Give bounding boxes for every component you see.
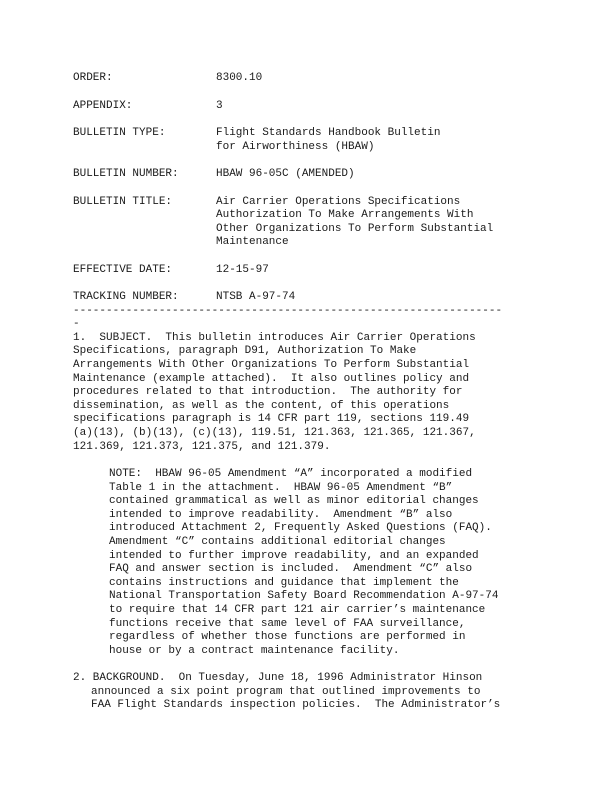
note-line: Table 1 in the attachment. HBAW 96-05 Amendment “B” (109, 482, 453, 494)
note-line: contained grammatical as well as minor editorial changes (109, 495, 479, 507)
note-line: contains instructions and guidance that implement the (109, 577, 459, 589)
field-value-bulletin-number: HBAW 96-05C (AMENDED) (216, 168, 355, 180)
field-value-tracking-number: NTSB A-97-74 (216, 291, 296, 303)
note-line: house or by a contract maintenance facility. (109, 645, 400, 657)
field-value-effective-date: 12-15-97 (216, 264, 269, 276)
field-label-effective-date: EFFECTIVE DATE: (73, 264, 173, 276)
field-label-bulletin-type: BULLETIN TYPE: (73, 127, 166, 139)
field-value-bulletin-title: Other Organizations To Perform Substantial (216, 223, 494, 235)
separator-rule: ----------------------------------------------------------------- (73, 305, 503, 317)
subject-line: (a)(13), (b)(13), (c)(13), 119.51, 121.363, 121.365, 121.367, (73, 427, 476, 439)
field-value-order: 8300.10 (216, 72, 263, 84)
note-line: to require that 14 CFR part 121 air carrier’s maintenance (109, 604, 486, 616)
field-value-appendix: 3 (216, 100, 223, 112)
field-value-bulletin-title: Maintenance (216, 236, 289, 248)
subject-line: specifications paragraph is 14 CFR part 119, sections 119.49 (73, 413, 470, 425)
field-label-bulletin-title: BULLETIN TITLE: (73, 196, 173, 208)
separator-rule-tail: - (73, 318, 80, 330)
note-line: functions receive that same level of FAA surveillance, (109, 618, 466, 630)
note-line: intended to improve readability. Amendment “B” also (109, 509, 453, 521)
note-line: NOTE: HBAW 96-05 Amendment “A” incorporated a modified (109, 468, 473, 480)
field-label-tracking-number: TRACKING NUMBER: (73, 291, 179, 303)
note-line: FAQ and answer section is included. Amendment “C” also (109, 563, 473, 575)
note-line: National Transportation Safety Board Recommendation A-97-74 (109, 590, 499, 602)
subject-line: procedures related to that introduction. The authority for (73, 386, 463, 398)
field-value-bulletin-type: for Airworthiness (HBAW) (216, 141, 375, 153)
subject-line: dissemination, as well as the content, of this operations (73, 400, 450, 412)
field-value-bulletin-title: Authorization To Make Arrangements With (216, 209, 474, 221)
background-line: announced a six point program that outlined improvements to (91, 686, 481, 698)
field-value-bulletin-type: Flight Standards Handbook Bulletin (216, 127, 441, 139)
note-line: Amendment “C” contains additional editorial changes (109, 536, 446, 548)
background-line: FAA Flight Standards inspection policies. The Administrator’s (91, 699, 501, 711)
field-value-bulletin-title: Air Carrier Operations Specifications (216, 196, 461, 208)
background-line: 2. BACKGROUND. On Tuesday, June 18, 1996 Administrator Hinson (73, 672, 483, 684)
subject-line: Specifications, paragraph D91, Authorization To Make (73, 345, 417, 357)
field-label-order: ORDER: (73, 72, 113, 84)
subject-line: Arrangements With Other Organizations To Perform Substantial (73, 359, 470, 371)
subject-line: Maintenance (example attached). It also outlines policy and (73, 373, 470, 385)
field-label-bulletin-number: BULLETIN NUMBER: (73, 168, 179, 180)
field-label-appendix: APPENDIX: (73, 100, 133, 112)
subject-line: 1. SUBJECT. This bulletin introduces Air Carrier Operations (73, 332, 476, 344)
subject-line: 121.369, 121.373, 121.375, and 121.379. (73, 441, 331, 453)
note-line: introduced Attachment 2, Frequently Asked Questions (FAQ). (109, 522, 492, 534)
note-line: regardless of whether those functions are performed in (109, 631, 466, 643)
note-line: intended to further improve readability, and an expanded (109, 550, 479, 562)
